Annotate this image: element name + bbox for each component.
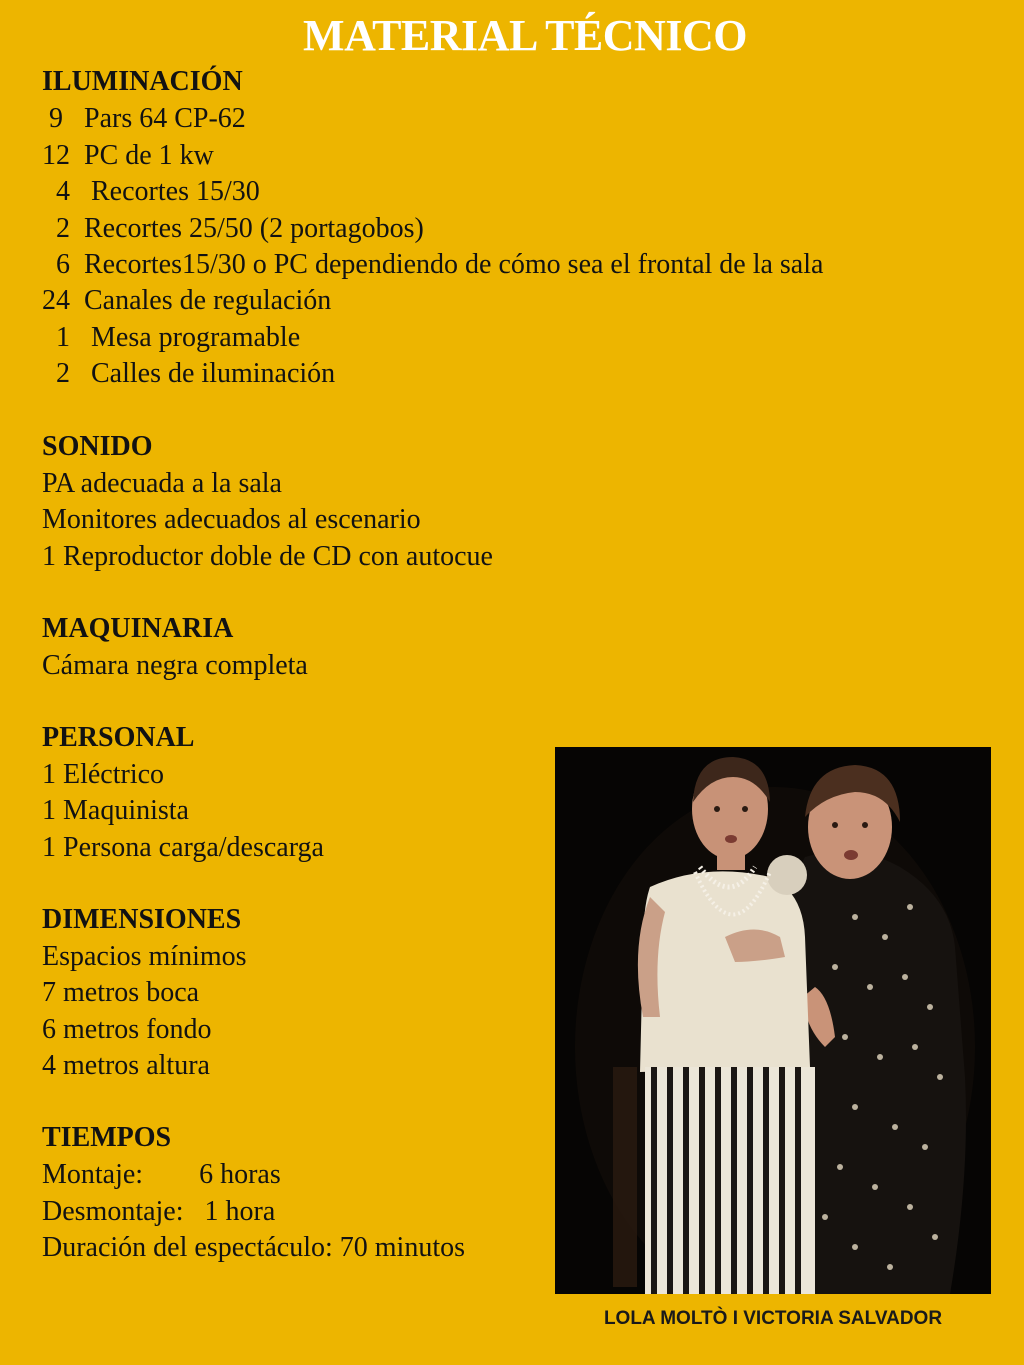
section-heading-maquinaria: MAQUINARIA [42,613,234,644]
list-item: Espacios mínimos [42,941,247,972]
section-heading-iluminacion: ILUMINACIÓN [42,66,243,97]
list-item: 1 Persona carga/descarga [42,832,324,863]
list-item: 4 metros altura [42,1050,210,1081]
list-item: Monitores adecuados al escenario [42,504,421,535]
section-heading-personal: PERSONAL [42,722,195,753]
list-item: 6 metros fondo [42,1014,212,1045]
list-item: 2 Recortes 25/50 (2 portagobos) [42,213,424,244]
photo-caption: LOLA MOLTÒ I VICTORIA SALVADOR [603,1308,943,1329]
list-item: 1 Reproductor doble de CD con autocue [42,541,493,572]
actresses-photo [555,747,991,1294]
list-item: 24 Canales de regulación [42,285,332,316]
page-title: MATERIAL TÉCNICO [303,11,747,60]
section-heading-tiempos: TIEMPOS [42,1122,172,1153]
list-item: 9 Pars 64 CP-62 [42,103,246,134]
list-item: 2 Calles de iluminación [42,358,336,389]
list-item: 12 PC de 1 kw [42,140,214,171]
list-item: 4 Recortes 15/30 [42,176,260,207]
list-item: 1 Maquinista [42,795,189,826]
list-item: Duración del espectáculo: 70 minutos [42,1232,465,1263]
section-heading-dimensiones: DIMENSIONES [42,904,242,935]
list-item: Cámara negra completa [42,650,308,681]
section-heading-sonido: SONIDO [42,431,153,462]
list-item: PA adecuada a la sala [42,468,282,499]
list-item: 1 Mesa programable [42,322,301,353]
list-item: 1 Eléctrico [42,759,165,790]
list-item: 7 metros boca [42,977,200,1008]
list-item: Montaje: 6 horas [42,1159,281,1190]
list-item: Desmontaje: 1 hora [42,1196,276,1227]
list-item: 6 Recortes15/30 o PC dependiendo de cómo sea el frontal de la sala [42,249,824,280]
